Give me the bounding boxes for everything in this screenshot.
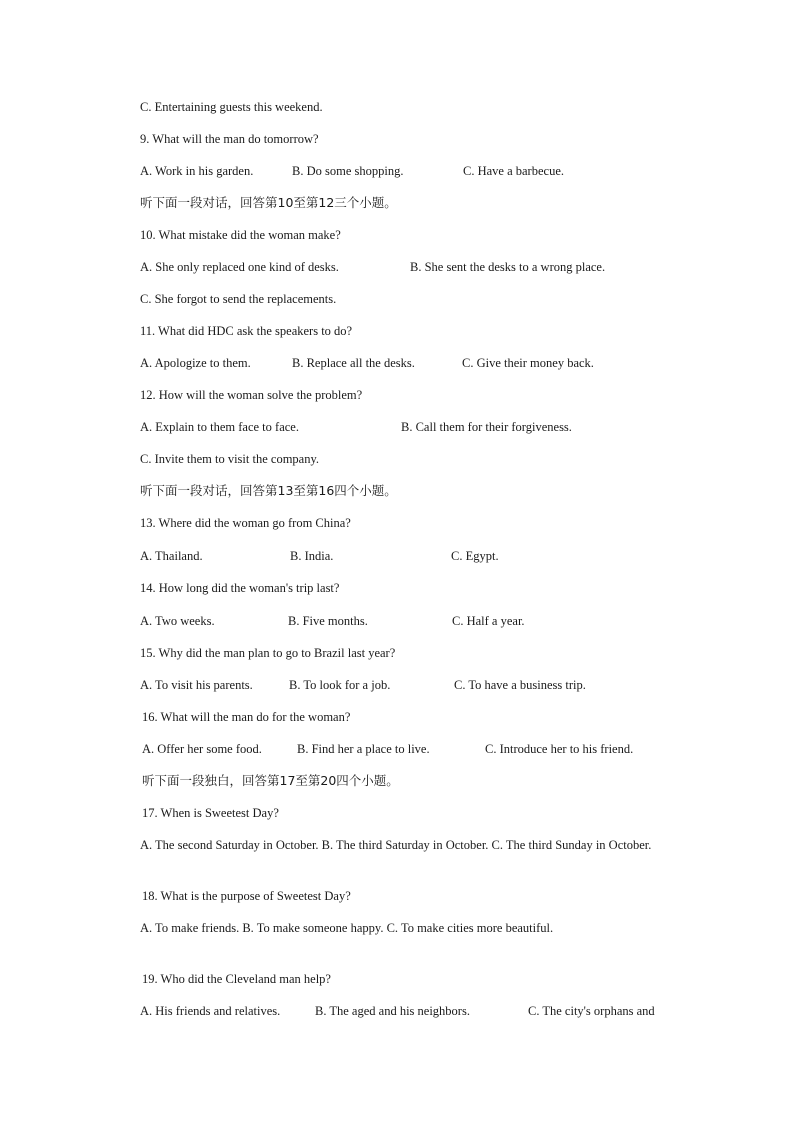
question-14: 14. How long did the woman's trip last?	[140, 581, 340, 595]
q16-option-a: A. Offer her some food.	[142, 742, 262, 756]
q14-option-c: C. Half a year.	[452, 614, 525, 628]
q8-option-c: C. Entertaining guests this weekend.	[140, 100, 323, 114]
q16-option-b: B. Find her a place to live.	[297, 742, 430, 756]
section-instruction-17-20: 听下面一段独白，回答第17至第20四个小题。	[142, 773, 399, 788]
question-10: 10. What mistake did the woman make?	[140, 228, 341, 242]
q11-option-c: C. Give their money back.	[462, 356, 594, 370]
q12-option-a: A. Explain to them face to face.	[140, 420, 299, 434]
q13-option-a: A. Thailand.	[140, 549, 203, 563]
q10-option-c: C. She forgot to send the replacements.	[140, 292, 337, 306]
q15-option-c: C. To have a business trip.	[454, 678, 586, 692]
question-16: 16. What will the man do for the woman?	[142, 710, 351, 724]
question-9: 9. What will the man do tomorrow?	[140, 132, 319, 146]
q17-options: A. The second Saturday in October. B. The third Saturday in October. C. The third Sunday in October.	[140, 838, 652, 852]
q12-option-b: B. Call them for their forgiveness.	[401, 420, 572, 434]
q14-option-a: A. Two weeks.	[140, 614, 215, 628]
q13-option-b: B. India.	[290, 549, 334, 563]
q11-option-b: B. Replace all the desks.	[292, 356, 415, 370]
q9-option-b: B. Do some shopping.	[292, 164, 404, 178]
q9-option-a: A. Work in his garden.	[140, 164, 254, 178]
q19-option-c: C. The city's orphans and	[528, 1004, 655, 1018]
question-12: 12. How will the woman solve the problem?	[140, 388, 363, 402]
q9-option-c: C. Have a barbecue.	[463, 164, 564, 178]
q16-option-c: C. Introduce her to his friend.	[485, 742, 634, 756]
question-19: 19. Who did the Cleveland man help?	[142, 972, 331, 986]
q15-option-b: B. To look for a job.	[289, 678, 391, 692]
q12-option-c: C. Invite them to visit the company.	[140, 452, 320, 466]
question-11: 11. What did HDC ask the speakers to do?	[140, 324, 353, 338]
question-18: 18. What is the purpose of Sweetest Day?	[142, 889, 351, 903]
question-17: 17. When is Sweetest Day?	[142, 806, 279, 820]
q11-option-a: A. Apologize to them.	[140, 356, 251, 370]
q14-option-b: B. Five months.	[288, 614, 368, 628]
q19-option-b: B. The aged and his neighbors.	[315, 1004, 470, 1018]
question-15: 15. Why did the man plan to go to Brazil last year?	[140, 646, 396, 660]
q18-options: A. To make friends. B. To make someone happy. C. To make cities more beautiful.	[140, 921, 554, 935]
section-instruction-10-12: 听下面一段对话，回答第10至第12三个小题。	[140, 195, 397, 210]
q19-option-a: A. His friends and relatives.	[140, 1004, 281, 1018]
question-13: 13. Where did the woman go from China?	[140, 516, 351, 530]
section-instruction-13-16: 听下面一段对话，回答第13至第16四个小题。	[140, 483, 397, 498]
q10-option-b: B. She sent the desks to a wrong place.	[410, 260, 606, 274]
q10-option-a: A. She only replaced one kind of desks.	[140, 260, 339, 274]
q13-option-c: C. Egypt.	[451, 549, 499, 563]
q15-option-a: A. To visit his parents.	[140, 678, 253, 692]
